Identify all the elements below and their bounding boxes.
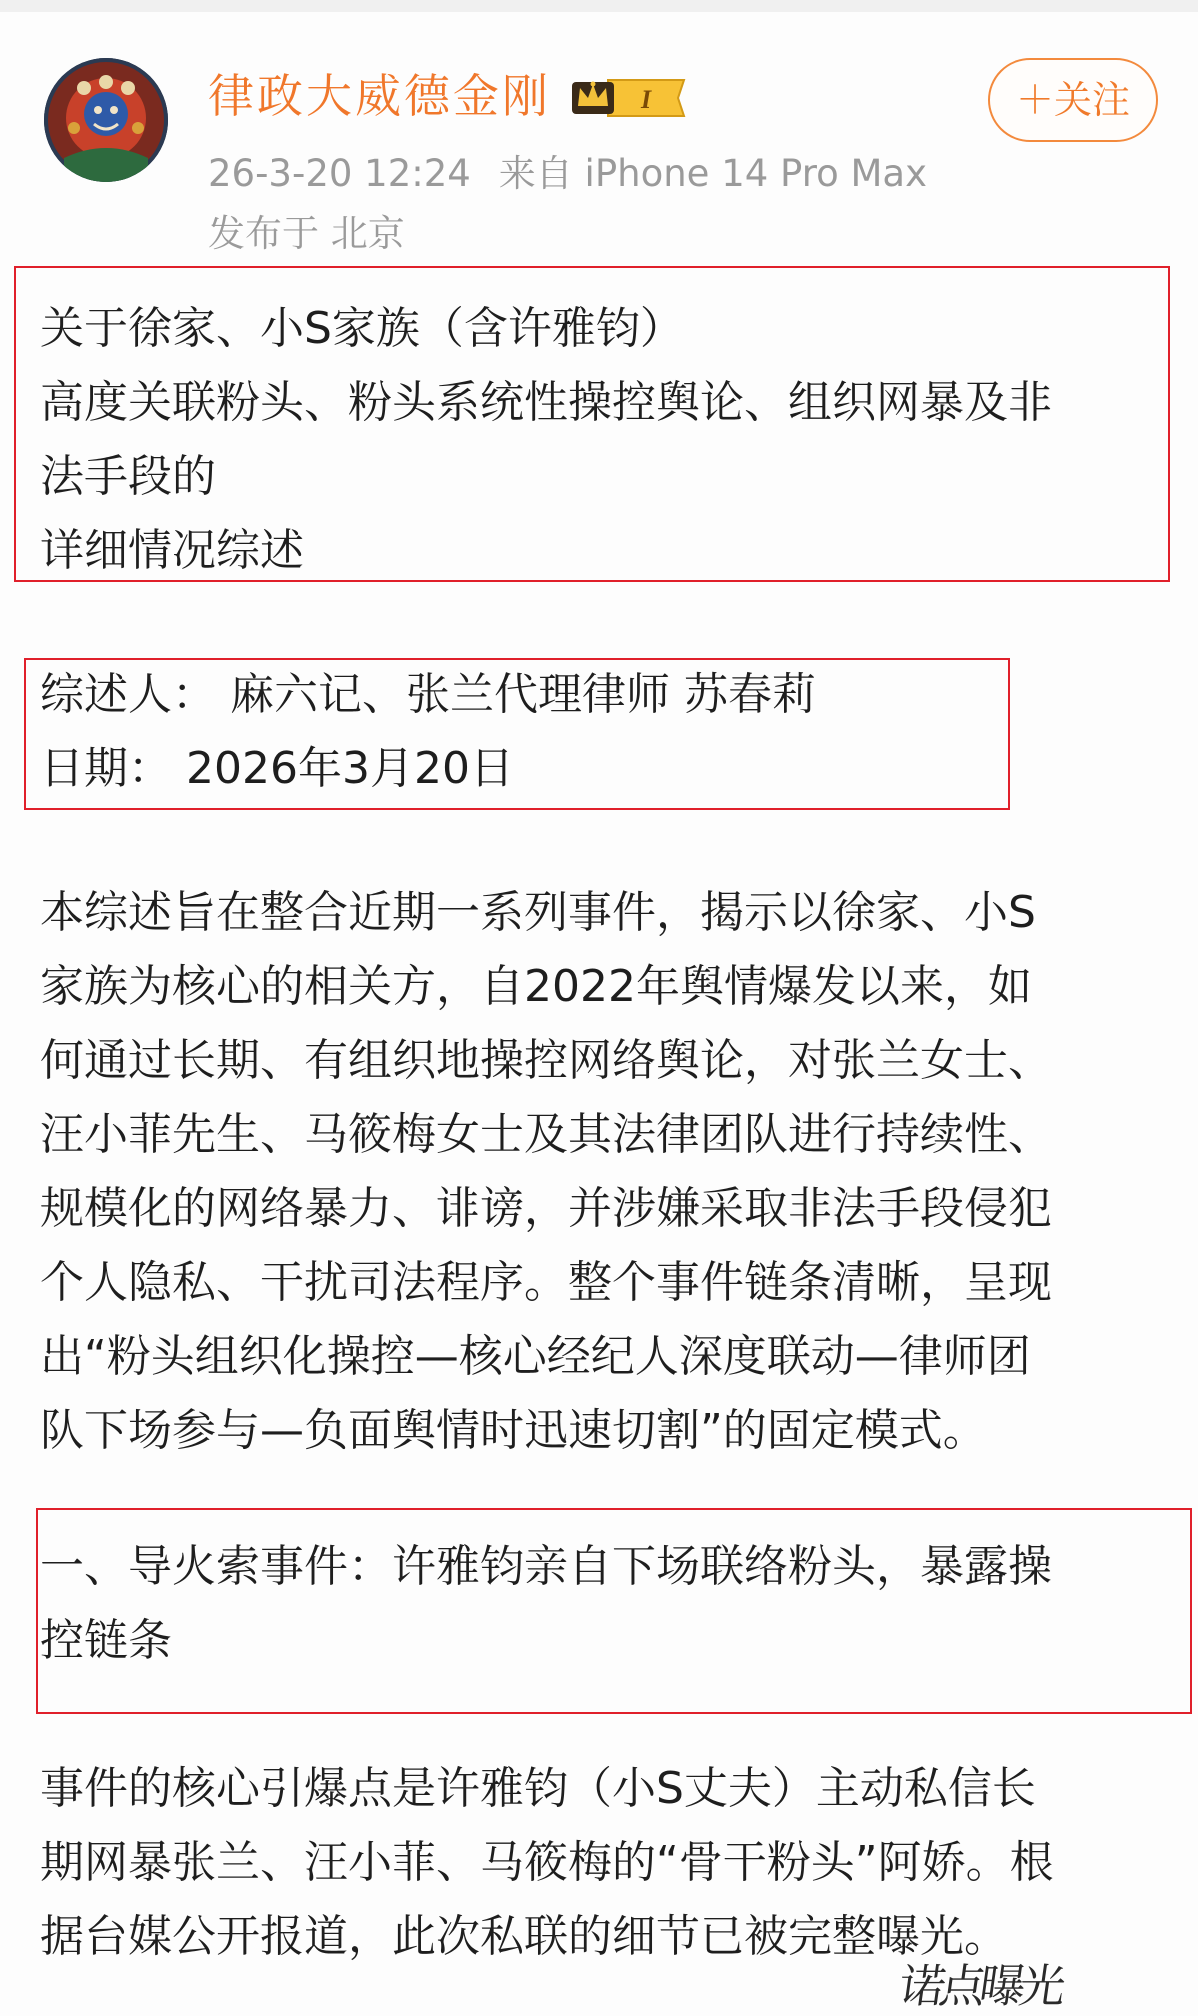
paragraph-line: 家族为核心的相关方，自2022年舆情爆发以来，如 — [40, 961, 1032, 1012]
paragraph-line: 个人隐私、干扰司法程序。整个事件链条清晰，呈现 — [40, 1257, 1052, 1308]
paragraph-line: 据台媒公开报道，此次私联的细节已被完整曝光。 — [40, 1911, 1008, 1962]
watermark: 诺点曝光 — [895, 1959, 1064, 2013]
paragraph-line: 本综述旨在整合近期一系列事件，揭示以徐家、小S — [40, 887, 1036, 938]
author-date-block — [40, 658, 1170, 806]
paragraph-line: 出“粉头组织化操控—核心经纪人深度联动—律师团 — [40, 1331, 1031, 1382]
title-line: 详细情况综述 — [40, 525, 304, 576]
title-line: 法手段的 — [40, 451, 216, 502]
section-one-heading — [40, 1530, 1170, 1678]
post-timestamp: 26-3-20 12:24 — [208, 152, 471, 195]
title-line: 高度关联粉头、粉头系统性操控舆论、组织网暴及非 — [40, 377, 1052, 428]
section-one-paragraph — [40, 1752, 1170, 1974]
post-location: 发布于 北京 — [208, 212, 405, 255]
avatar-image — [44, 58, 168, 182]
follow-button[interactable]: ＋关注 — [988, 58, 1158, 142]
post-source: 来自 iPhone 14 Pro Max — [498, 152, 928, 195]
avatar[interactable] — [44, 58, 168, 182]
section-heading-line: 一、导火索事件：许雅钧亲自下场联络粉头，暴露操 — [40, 1541, 1052, 1592]
reviewer-line: 综述人： 麻六记、张兰代理律师 苏春莉 — [40, 669, 816, 720]
author-name[interactable]: 律政大威德金刚 — [208, 69, 551, 123]
paragraph-line: 事件的核心引爆点是许雅钧（小S丈夫）主动私信长 — [40, 1763, 1036, 1814]
top-strip — [0, 0, 1198, 12]
paragraph-line: 汪小菲先生、马筱梅女士及其法律团队进行持续性、 — [40, 1109, 1052, 1160]
paragraph-line: 何通过长期、有组织地操控网络舆论，对张兰女士、 — [40, 1035, 1052, 1086]
title-line: 关于徐家、小S家族（含许雅钧） — [40, 303, 684, 354]
paragraph-line: 规模化的网络暴力、诽谤，并涉嫌采取非法手段侵犯 — [40, 1183, 1052, 1234]
date-line: 日期： 2026年3月20日 — [40, 743, 514, 794]
post-meta — [208, 148, 955, 200]
section-heading-line: 控链条 — [40, 1615, 172, 1666]
badge-level: I — [640, 85, 652, 114]
intro-paragraph — [40, 876, 1170, 1468]
paragraph-line: 期网暴张兰、汪小菲、马筱梅的“骨干粉头”阿娇。根 — [40, 1837, 1054, 1888]
crown-badge-icon[interactable] — [568, 72, 692, 124]
title-block — [40, 292, 1170, 588]
paragraph-line: 队下场参与—负面舆情时迅速切割”的固定模式。 — [40, 1405, 987, 1456]
